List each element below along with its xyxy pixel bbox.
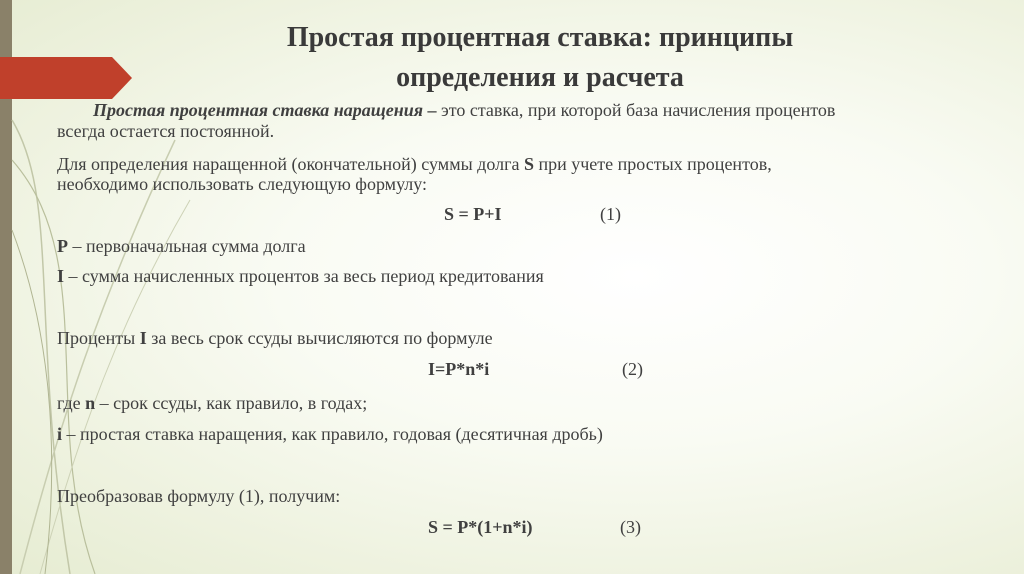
formula-2-number: (2) bbox=[622, 359, 643, 379]
variable-rate-symbol: i bbox=[57, 424, 63, 444]
definition-line-1 bbox=[93, 100, 835, 120]
formula-2: I=P*n*i bbox=[428, 359, 490, 379]
variable-p-text: – первоначальная сумма долга bbox=[68, 236, 306, 256]
definition-line-2: всегда остается постоянной. bbox=[57, 121, 275, 141]
formula-3-number: (3) bbox=[620, 517, 641, 537]
intro-text-a: Для определения наращенной (окончательной) суммы долга bbox=[57, 154, 524, 174]
interest-intro bbox=[57, 328, 493, 348]
definition-text: это ставка, при которой база начисления процентов bbox=[441, 100, 836, 120]
variable-rate bbox=[57, 424, 603, 444]
variable-n bbox=[57, 393, 367, 413]
formula-1: S = P+I bbox=[444, 204, 502, 224]
variable-n-a: где bbox=[57, 393, 86, 413]
title-line-1: Простая процентная ставка: принципы bbox=[286, 22, 794, 53]
variable-i bbox=[57, 266, 544, 286]
title-line-2: определения и расчета bbox=[396, 62, 684, 93]
slide-title bbox=[150, 18, 930, 98]
definition-term: Простая процентная ставка наращения bbox=[93, 100, 423, 120]
variable-rate-text: – простая ставка наращения, как правило, годовая (десятичная дробь) bbox=[62, 424, 603, 444]
intro-symbol-s: S bbox=[523, 154, 534, 174]
formula-3: S = P*(1+n*i) bbox=[428, 517, 533, 537]
red-arrow-shape bbox=[0, 57, 132, 99]
variable-p-symbol: P bbox=[57, 236, 68, 256]
interest-intro-a: Проценты bbox=[57, 328, 140, 348]
intro-line-1 bbox=[57, 154, 772, 174]
variable-i-text: – сумма начисленных процентов за весь период кредитования bbox=[64, 266, 544, 286]
variable-i-symbol: I bbox=[57, 266, 65, 286]
intro-text-c: при учете простых процентов, bbox=[533, 154, 772, 174]
variable-n-symbol: n bbox=[85, 393, 96, 413]
interest-intro-symbol: I bbox=[139, 328, 147, 348]
variable-p bbox=[57, 236, 306, 256]
intro-line-2: необходимо использовать следующую формулу: bbox=[57, 174, 428, 194]
definition-dash: – bbox=[423, 100, 441, 120]
interest-intro-c: за весь срок ссуды вычисляются по формуле bbox=[146, 328, 493, 348]
transform-text: Преобразовав формулу (1), получим: bbox=[57, 486, 341, 506]
formula-1-number: (1) bbox=[600, 204, 621, 224]
variable-n-c: – срок ссуды, как правило, в годах; bbox=[95, 393, 368, 413]
